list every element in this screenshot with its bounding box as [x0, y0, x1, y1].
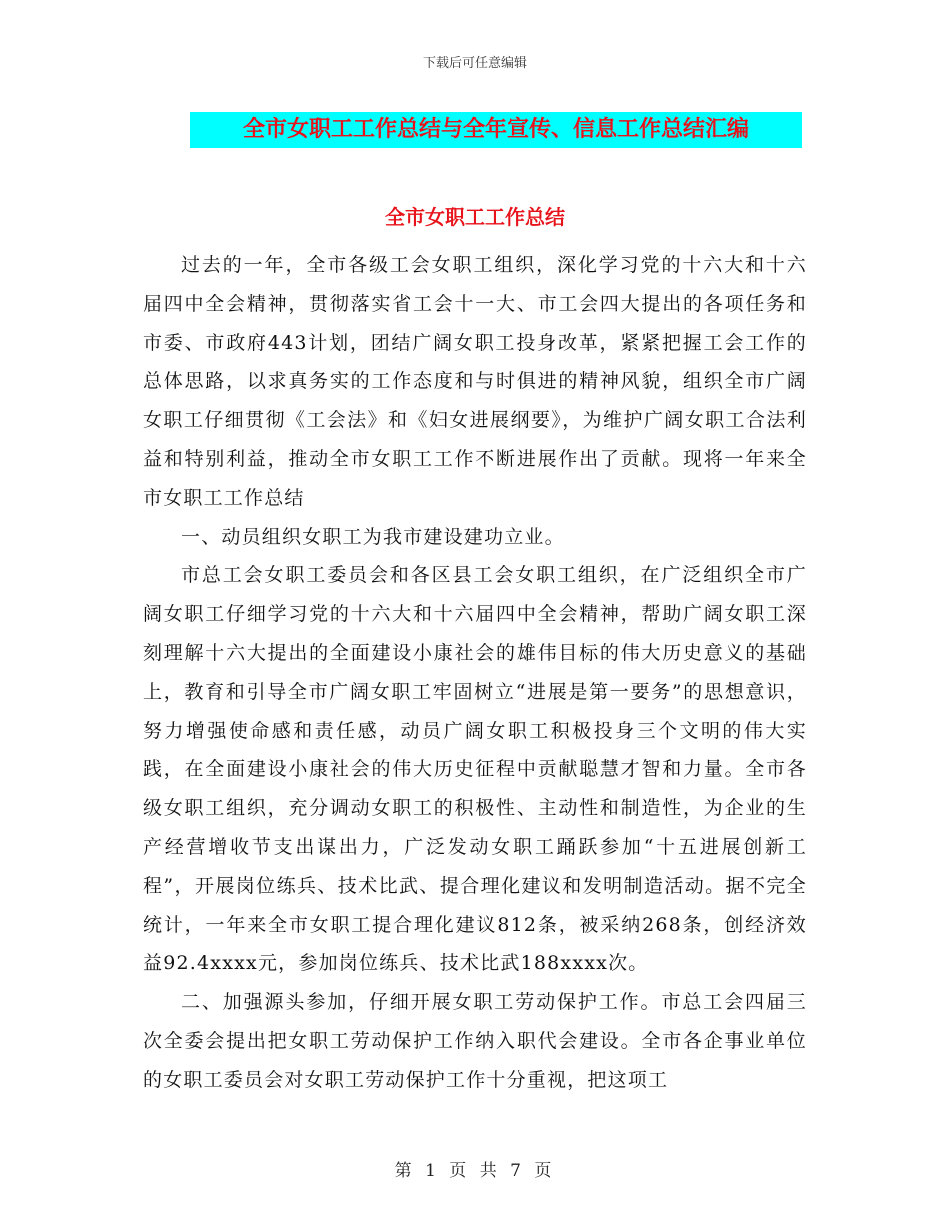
paragraph-intro: 过去的一年，全市各级工会女职工组织，深化学习党的十六大和十六届四中全会精神，贯彻落实省工会十一大、市工会四大提出的各项任务和市委、市政府443计划，团结广阔女职工投身改革，紧紧把握工会工作的总体思路，以求真务实的工作态度和与时俱进的精神风貌，组织全市广阔女职工仔细贯彻《工会法》和《妇女进展纲要》，为维护广阔女职工合法利益和特别利益，推动全市女职工工作不断进展作出了贡献。现将一年来全市女职工工作总结 [143, 254, 807, 509]
document-title-highlight [190, 112, 802, 148]
paragraph-section-1: 市总工会女职工委员会和各区县工会女职工组织，在广泛组织全市广阔女职工仔细学习党的十六大和十六届四中全会精神，帮助广阔女职工深刻理解十六大提出的全面建设小康社会的雄伟目标的伟大历史意义的基础上，教育和引导全市广阔女职工牢固树立“进展是第一要务”的思想意识，努力增强使命感和责任感，动员广阔女职工积极投身三个文明的伟大实践，在全面建设小康社会的伟大历史征程中贡献聪慧才智和力量。全市各级女职工组织，充分调动女职工的积极性、主动性和制造性，为企业的生产经营增收节支出谋出力，广泛发动女职工踊跃参加“十五进展创新工程”，开展岗位练兵、技术比武、提合理化建议和发明制造活动。据不完全统计，一年来全市女职工提合理化建议812条，被采纳268条，创经济效益92.4xxxx元，参加岗位练兵、技术比武188xxxx次。 [143, 564, 807, 975]
paragraph-section-2: 二、加强源头参加，仔细开展女职工劳动保护工作。市总工会四届三次全委会提出把女职工劳动保护工作纳入职代会建设。全市各企事业单位的女职工委员会对女职工劳动保护工作十分重视，把这项工 [143, 991, 807, 1091]
header-note: 下载后可任意编辑 [422, 56, 527, 71]
paragraph-heading-1: 一、动员组织女职工为我市建设建功立业。 [181, 525, 565, 548]
section-title: 全市女职工工作总结 [385, 205, 565, 229]
page-footer: 第 1 页 共 7 页 [394, 1161, 556, 1181]
document-title: 全市女职工工作总结与全年宣传、信息工作总结汇编 [190, 112, 802, 148]
body-text [143, 246, 807, 1100]
